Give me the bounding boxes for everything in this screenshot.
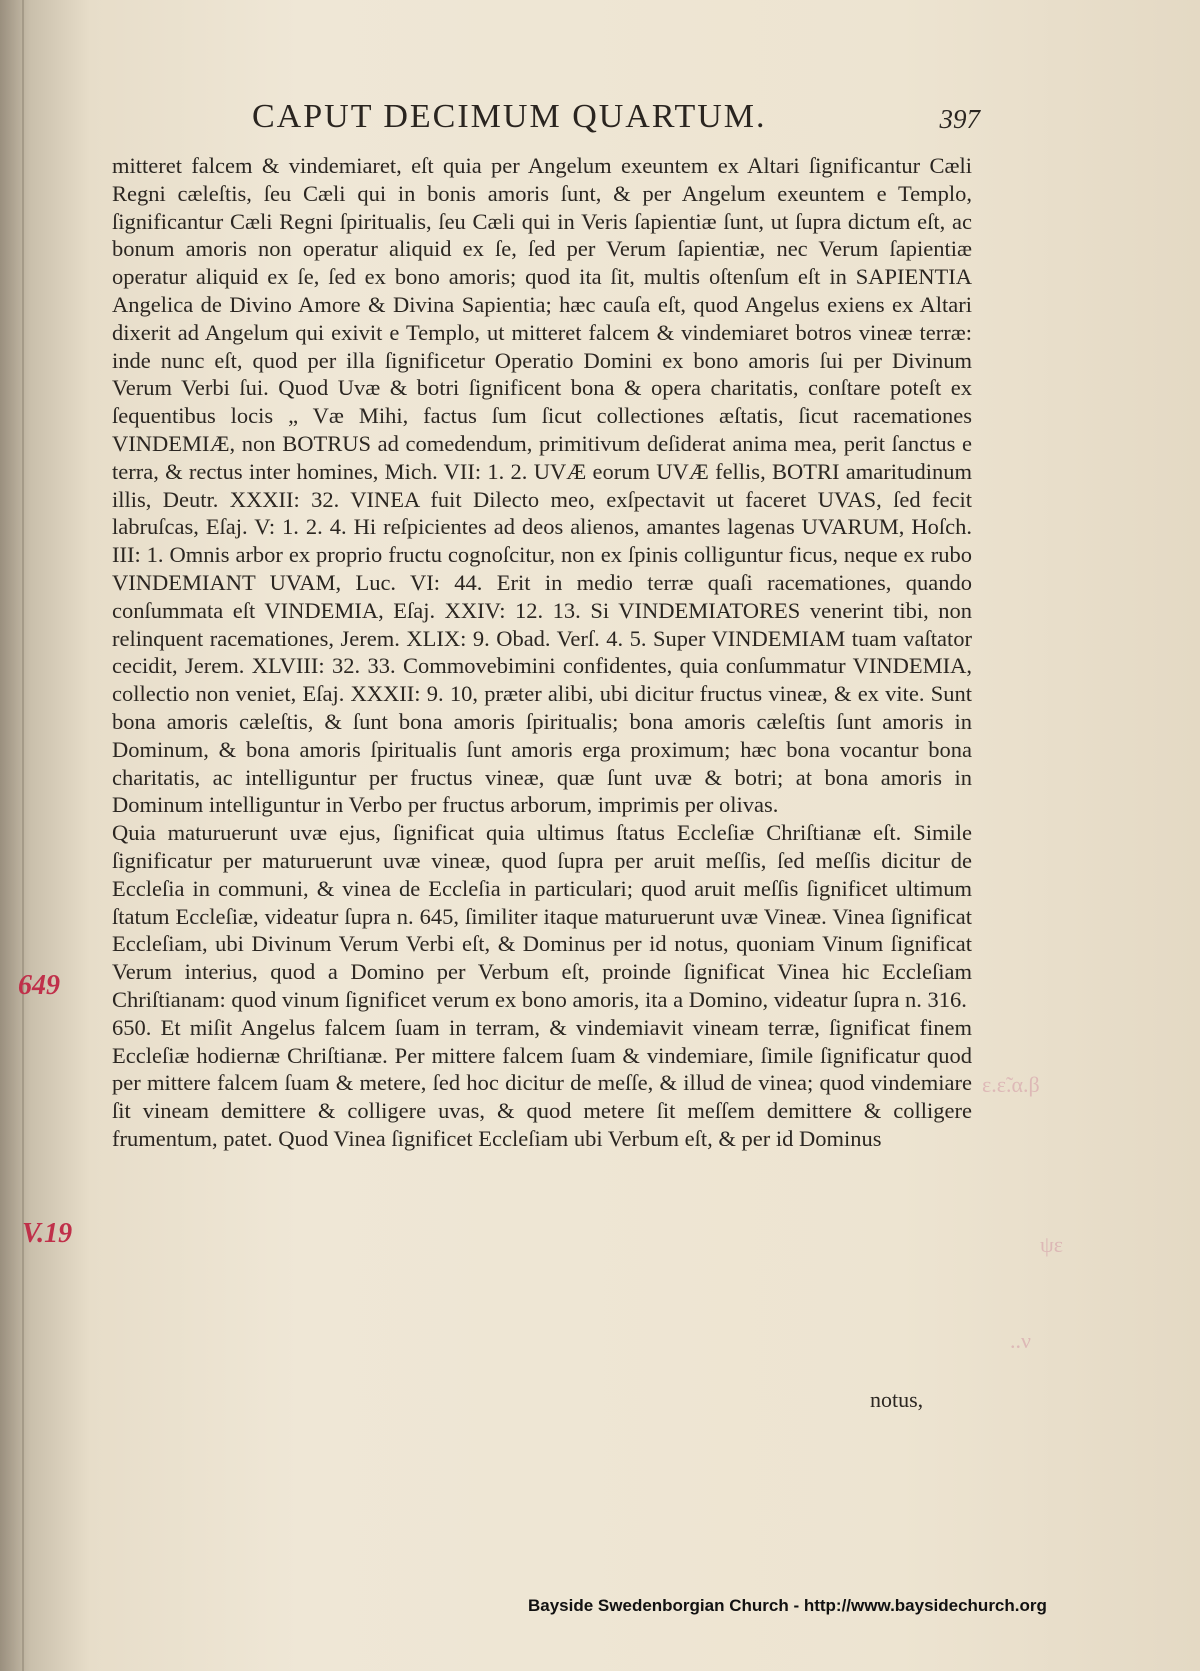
source-watermark: Bayside Swedenborgian Church - http://www.baysidechurch.org [528, 1596, 1047, 1615]
body-text [112, 152, 972, 1153]
binding-gutter [22, 0, 24, 1671]
chapter-title: CAPUT DECIMUM QUARTUM. [252, 98, 767, 135]
page-number: 397 [939, 104, 980, 134]
margin-note-v19: V.19 [22, 1218, 73, 1249]
faint-margin-mark: ε.ε̃.α.β [982, 1072, 1040, 1097]
faint-margin-mark: ψε [1040, 1232, 1064, 1257]
paragraph: 650. Et miſit Angelus falcem ſuam in terram, & vindemiavit vineam terræ, ſignificat finem Eccleſiæ hodiernæ Chriſtianæ. Per mittere falcem ſuam & vindemiare, ſimile ſignificatur quod per mittere falcem ſuam & metere, ſed hoc dicitur de meſſe, & illud de vinea; quod vindemiare ſit vineam demittere & colligere uvas, & quod metere ſit meſſem demittere & colligere frumentum, patet. Quod Vinea ſignificet Eccleſiam ubi Verbum eſt, & per id Dominus [112, 1014, 972, 1151]
faint-margin-mark: ..ν [1010, 1328, 1031, 1353]
paragraph: mitteret falcem & vindemiaret, eſt quia per Angelum exeuntem ex Altari ſignificantur Cæli Regni cæleſtis, ſeu Cæli qui in bonis amoris ſunt, & per Angelum exeuntem e Templo, ſignificantur Cæli Regni ſpiritualis, ſeu Cæli qui in Veris ſapientiæ ſunt, ut ſupra dictum eſt, ac bonum amoris non operatur aliquid ex ſe, ſed per Verum ſapientiæ, nec Verum ſapientiæ operatur aliquid ex ſe, ſed ex bono amoris; quod ita ſit, multis oſtenſum eſt in SAPIENTIA Angelica de Divino Amore & Divina Sapientia; hæc cauſa eſt, quod Angelus exiens ex Altari dixerit ad Angelum qui exivit e Templo, ut mitteret falcem & vindemiaret botros vineæ terræ: inde nunc eſt, quod per illa ſignificetur Operatio Domini ex bono amoris ſui per Divinum Verum Verbi ſui. Quod Uvæ & botri ſignificent bona & opera charitatis, conſtare poteſt ex ſequentibus locis „ Væ Mihi, factus ſum ſicut collectiones æſtatis, ſicut racemationes VINDEMIÆ, non BOTRUS ad comedendum, primitivum deſiderat anima mea, perit ſanctus e terra, & rectus inter homines, Mich. VII: 1. 2. UVÆ eorum UVÆ fellis, BOTRI amaritudinum illis, Deutr. XXXII: 32. VINEA fuit Dilecto meo, exſpectavit ut faceret UVAS, ſed fecit labruſcas, Eſaj. V: 1. 2. 4. Hi reſpicientes ad deos alienos, amantes lagenas UVARUM, Hoſch. III: 1. Omnis arbor ex proprio fructu cognoſcitur, non ex ſpinis colliguntur ficus, neque ex rubo VINDEMIANT UVAM, Luc. VI: 44. Erit in medio terræ quaſi racemationes, quando conſummata eſt VINDEMIA, Eſaj. XXIV: 12. 13. Si VINDEMIATORES venerint tibi, non relinquent racemationes, Jerem. XLIX: 9. Obad. Verſ. 4. 5. Super VINDEMIAM tuam vaſtator cecidit, Jerem. XLVIII: 32. 33. Commovebimini confidentes, quia conſummatur VINDEMIA, collectio non veniet, Eſaj. XXXII: 9. 10, præter alibi, ubi dicitur fructus vineæ, & ex vite. Sunt bona amoris cæleſtis, & ſunt bona amoris ſpiritualis; bona amoris cæleſtis ſunt amoris in Dominum, & bona amoris ſpiritualis ſunt amoris erga proximum; hæc bona vocantur bona charitatis, ac intelliguntur per fructus vineæ, quæ ſunt uvæ & botri; at bona amoris in Dominum intelliguntur in Verbo per fructus arborum, imprimis per olivas. [112, 153, 972, 818]
paragraph: Quia maturuerunt uvæ ejus, ſignificat quia ultimus ſtatus Eccleſiæ Chriſtianæ eſt. Simile ſignificatur per maturuerunt uvæ vineæ, quod ſupra per aruit meſſis, ſed meſſis dicitur de Eccleſia in communi, & vinea de Eccleſia in particulari; quod aruit meſſis ſignificet ultimum ſtatum Eccleſiæ, videatur ſupra n. 645, ſimiliter itaque maturuerunt uvæ Vineæ. Vinea ſignificat Eccleſiam, ubi Divinum Verum Verbi eſt, & Dominus per id notus, quoniam Vinum ſignificat Verum interius, quod a Domino per Verbum eſt, proinde ſignificat Vinea hic Eccleſiam Chriſtianam: quod vinum ſignificet verum ex bono amoris, ita a Domino, videatur ſupra n. 316. [112, 820, 972, 1012]
page-header [200, 98, 980, 148]
margin-note-649: 649 [18, 970, 60, 1001]
catchword: notus, [870, 1387, 924, 1412]
